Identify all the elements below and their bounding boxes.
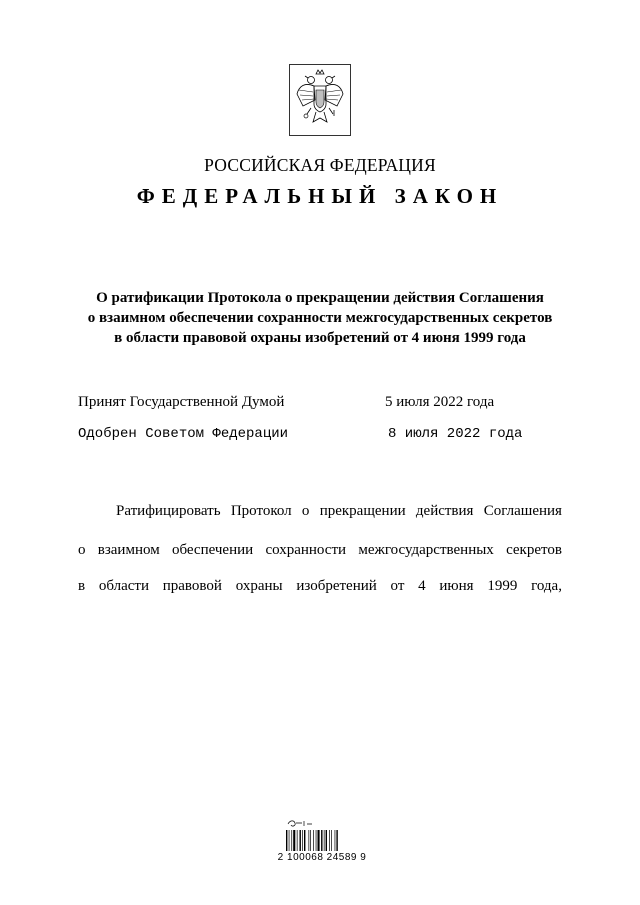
law-title <box>60 288 580 348</box>
barcode-icon <box>282 818 362 852</box>
barcode-bar <box>329 830 330 851</box>
word: года, <box>531 578 562 594</box>
word: Протокол <box>230 503 292 519</box>
barcode-bar <box>293 830 295 851</box>
word: обеспечении <box>171 542 254 558</box>
barcode-bar <box>321 830 322 851</box>
word: действия <box>415 503 474 519</box>
barcode-bar <box>316 830 317 851</box>
barcode-number: 2 100068 24589 9 <box>277 852 367 863</box>
russian-coat-of-arms-icon <box>289 64 351 136</box>
word: межгосударственных <box>358 542 494 558</box>
word: области <box>98 578 149 594</box>
country-name: РОССИЙСКАЯ ФЕДЕРАЦИЯ <box>204 155 436 175</box>
law-title-line: О ратификации Протокола о прекращении действия Соглашения <box>96 290 544 306</box>
document-type: ФЕДЕРАЛЬНЫЙ ЗАКОН <box>136 184 504 208</box>
barcode-bar <box>304 830 305 851</box>
barcode-bar <box>310 830 311 851</box>
word: Ратифицировать <box>116 503 221 519</box>
word: 1999 <box>487 578 518 594</box>
word: взаимном <box>97 542 160 558</box>
word: прекращении <box>319 503 406 519</box>
word: секретов <box>506 542 562 558</box>
barcode-bar <box>336 830 337 851</box>
word: 4 <box>418 578 426 594</box>
barcode-bar <box>300 830 301 851</box>
law-title-line: в области правовой охраны изобретений от 4 июня 1999 года <box>114 330 526 346</box>
council-approval-date: 8 июля 2022 года <box>388 426 523 442</box>
barcode-bar <box>326 830 327 851</box>
duma-adoption-date: 5 июля 2022 года <box>385 394 495 410</box>
barcode-bar <box>313 830 314 851</box>
barcode-bar <box>335 830 336 851</box>
barcode-bar <box>318 830 320 851</box>
barcode-bar <box>289 830 290 851</box>
barcode-bar <box>297 830 298 851</box>
barcode-bar <box>331 830 332 851</box>
barcode <box>282 818 362 880</box>
body-line-3 <box>78 578 562 595</box>
body-line-2 <box>78 542 562 559</box>
word: июня <box>439 578 474 594</box>
council-approval-label: Одобрен Советом Федерации <box>78 426 289 442</box>
barcode-bar <box>324 830 325 851</box>
barcode-bar <box>302 830 303 851</box>
word: сохранности <box>265 542 347 558</box>
barcode-bar <box>286 830 287 851</box>
duma-adoption-label: Принят Государственной Думой <box>78 394 285 410</box>
word: правовой <box>162 578 222 594</box>
word: охраны <box>235 578 283 594</box>
body-line-1 <box>78 503 562 520</box>
word: о <box>301 503 310 519</box>
barcode-bar <box>291 830 292 851</box>
word: от <box>390 578 405 594</box>
word: Соглашения <box>483 503 562 519</box>
word: о <box>78 542 86 558</box>
barcode-bar <box>309 830 310 851</box>
word: в <box>78 578 86 594</box>
law-title-line: о взаимном обеспечении сохранности межгосударственных секретов <box>87 310 553 326</box>
word: изобретений <box>296 578 377 594</box>
